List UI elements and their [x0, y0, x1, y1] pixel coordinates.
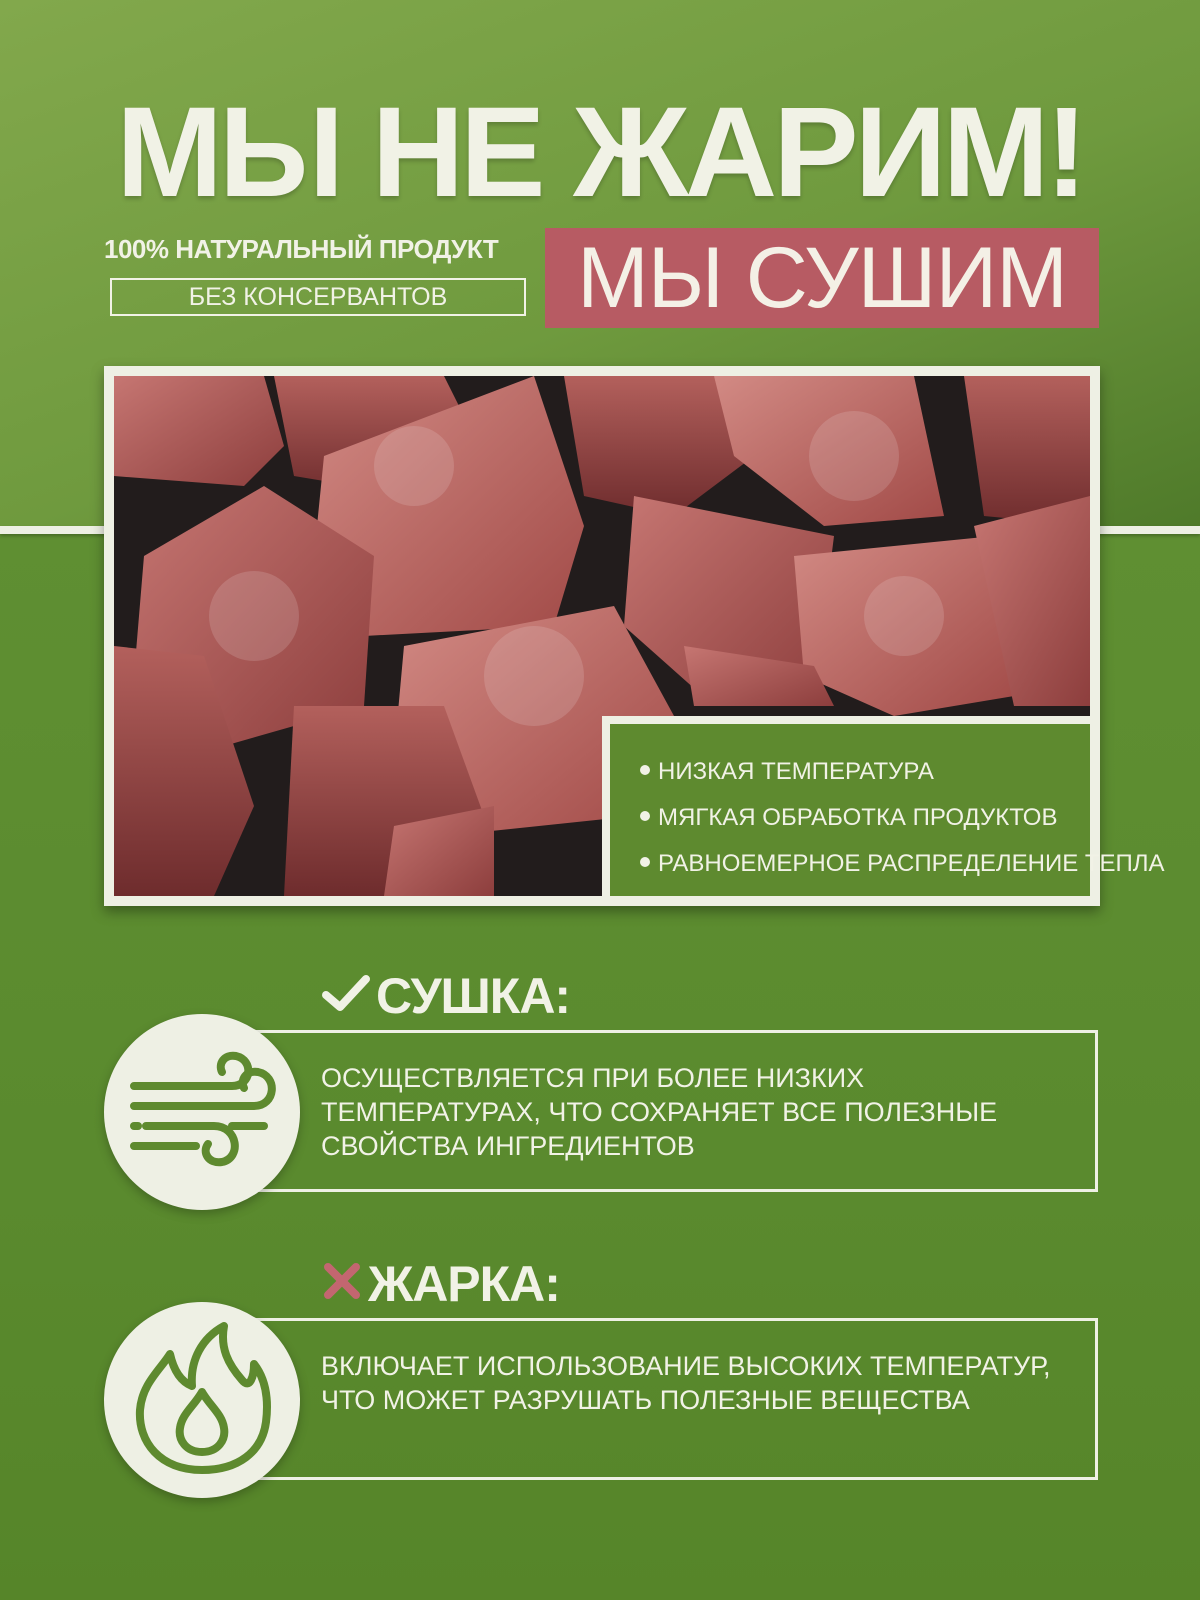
frying-title-text: ЖАРКА: [368, 1256, 560, 1312]
check-icon [322, 966, 370, 1026]
drying-title-text: СУШКА: [376, 968, 571, 1024]
feature-text: НИЗКАЯ ТЕМПЕРАТУРА [658, 758, 934, 785]
feature-item [640, 752, 1090, 798]
bullet-dot [640, 765, 650, 775]
frying-icon-circle [104, 1302, 300, 1498]
feature-text: РАВНОЕМЕРНОЕ РАСПРЕДЕЛЕНИЕ ТЕПЛА [658, 850, 1165, 877]
drying-description-box [222, 1030, 1098, 1192]
cross-icon [322, 1254, 362, 1314]
feature-item [640, 798, 1090, 844]
bullet-dot [640, 811, 650, 821]
drying-description: ОСУЩЕСТВЛЯЕТСЯ ПРИ БОЛЕЕ НИЗКИХ ТЕМПЕРАТУРАХ, ЧТО СОХРАНЯЕТ ВСЕ ПОЛЕЗНЫЕ СВОЙСТВА ИНГРЕДИЕНТОВ [321, 1063, 998, 1161]
frying-description-box [222, 1318, 1098, 1480]
product-photo-frame [104, 366, 1165, 906]
drying-icon-circle [104, 1014, 300, 1210]
features-panel [602, 716, 1165, 896]
wind-icon [104, 1014, 300, 1210]
feature-text: МЯГКАЯ ОБРАБОТКА ПРОДУКТОВ [658, 804, 1058, 831]
frying-description: ВКЛЮЧАЕТ ИСПОЛЬЗОВАНИЕ ВЫСОКИХ ТЕМПЕРАТУР, ЧТО МОЖЕТ РАЗРУШАТЬ ПОЛЕЗНЫЕ ВЕЩЕСТВА [321, 1351, 1051, 1415]
drying-title [322, 966, 570, 1030]
we-dry-badge: МЫ СУШИМ [545, 228, 1099, 328]
headline: МЫ НЕ ЖАРИМ! [116, 81, 1084, 224]
frying-title [322, 1254, 560, 1318]
bullet-dot [640, 857, 650, 867]
dried-meat-photo [114, 376, 1165, 896]
natural-product-label: 100% НАТУРАЛЬНЫЙ ПРОДУКТ [104, 234, 499, 264]
no-preservatives-label: БЕЗ КОНСЕРВАНТОВ [110, 278, 526, 316]
feature-item [640, 844, 1165, 890]
fire-icon [104, 1302, 300, 1498]
